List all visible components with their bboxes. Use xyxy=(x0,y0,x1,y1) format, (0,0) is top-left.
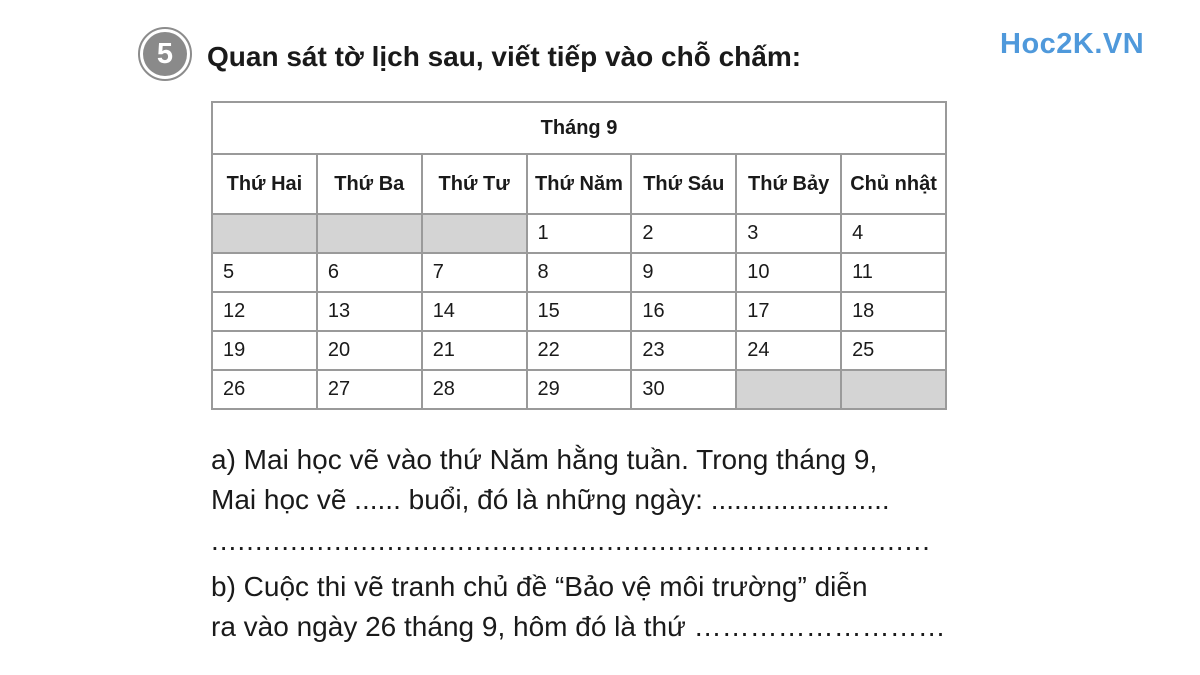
calendar-cell: 8 xyxy=(527,253,632,292)
calendar-cell-empty xyxy=(317,214,422,253)
question-a xyxy=(211,440,890,520)
calendar-cell: 27 xyxy=(317,370,422,409)
question-b-line-2: ra vào ngày 26 tháng 9, hôm đó là thứ ……………………… xyxy=(211,611,946,642)
calendar-cell: 24 xyxy=(736,331,841,370)
question-b xyxy=(211,567,946,647)
calendar-cell: 14 xyxy=(422,292,527,331)
day-header-sun: Chủ nhật xyxy=(841,154,946,214)
calendar-cell-empty xyxy=(736,370,841,409)
calendar-cell: 23 xyxy=(631,331,736,370)
calendar-cell: 15 xyxy=(527,292,632,331)
calendar-cell-empty xyxy=(422,214,527,253)
calendar-cell: 4 xyxy=(841,214,946,253)
calendar-cell: 9 xyxy=(631,253,736,292)
calendar-cell: 2 xyxy=(631,214,736,253)
exercise-number-badge xyxy=(138,27,192,81)
calendar-cell: 19 xyxy=(212,331,317,370)
exercise-title: Quan sát tờ lịch sau, viết tiếp vào chỗ chấm: xyxy=(207,41,802,72)
calendar-cell: 3 xyxy=(736,214,841,253)
calendar-cell: 1 xyxy=(527,214,632,253)
calendar-week-row xyxy=(212,214,946,253)
question-b-line-1: b) Cuộc thi vẽ tranh chủ đề “Bảo vệ môi trường” diễn xyxy=(211,571,868,602)
calendar-title: Tháng 9 xyxy=(212,102,946,154)
calendar-cell: 11 xyxy=(841,253,946,292)
calendar-cell: 30 xyxy=(631,370,736,409)
day-header-sat: Thứ Bảy xyxy=(736,154,841,214)
calendar-cell: 5 xyxy=(212,253,317,292)
calendar-cell: 12 xyxy=(212,292,317,331)
calendar-cell: 21 xyxy=(422,331,527,370)
calendar-table xyxy=(211,101,947,410)
calendar-week-row xyxy=(212,253,946,292)
day-header-thu: Thứ Năm xyxy=(527,154,632,214)
calendar-cell-empty xyxy=(212,214,317,253)
calendar-cell: 29 xyxy=(527,370,632,409)
calendar-cell: 6 xyxy=(317,253,422,292)
day-header-tue: Thứ Ba xyxy=(317,154,422,214)
calendar-cell: 13 xyxy=(317,292,422,331)
day-header-fri: Thứ Sáu xyxy=(631,154,736,214)
calendar-week-row xyxy=(212,292,946,331)
exercise-number: 5 xyxy=(143,32,187,76)
day-header-wed: Thứ Tư xyxy=(422,154,527,214)
calendar-cell: 20 xyxy=(317,331,422,370)
day-header-mon: Thứ Hai xyxy=(212,154,317,214)
calendar-cell: 22 xyxy=(527,331,632,370)
calendar-week-row xyxy=(212,370,946,409)
calendar-cell: 25 xyxy=(841,331,946,370)
calendar-cell: 28 xyxy=(422,370,527,409)
question-a-line-1: a) Mai học vẽ vào thứ Năm hằng tuần. Trong tháng 9, xyxy=(211,444,878,475)
calendar-week-row xyxy=(212,331,946,370)
calendar-cell-empty xyxy=(841,370,946,409)
question-a-line-2: Mai học vẽ ...... buổi, đó là những ngày: ....................... xyxy=(211,484,890,515)
calendar-cell: 17 xyxy=(736,292,841,331)
calendar-cell: 16 xyxy=(631,292,736,331)
calendar-cell: 26 xyxy=(212,370,317,409)
calendar-header-row xyxy=(212,154,946,214)
answer-dotted-line: .................................................................................. xyxy=(211,525,931,556)
calendar-cell: 7 xyxy=(422,253,527,292)
site-logo: Hoc2K.VN xyxy=(1000,28,1145,60)
calendar-cell: 10 xyxy=(736,253,841,292)
calendar-cell: 18 xyxy=(841,292,946,331)
